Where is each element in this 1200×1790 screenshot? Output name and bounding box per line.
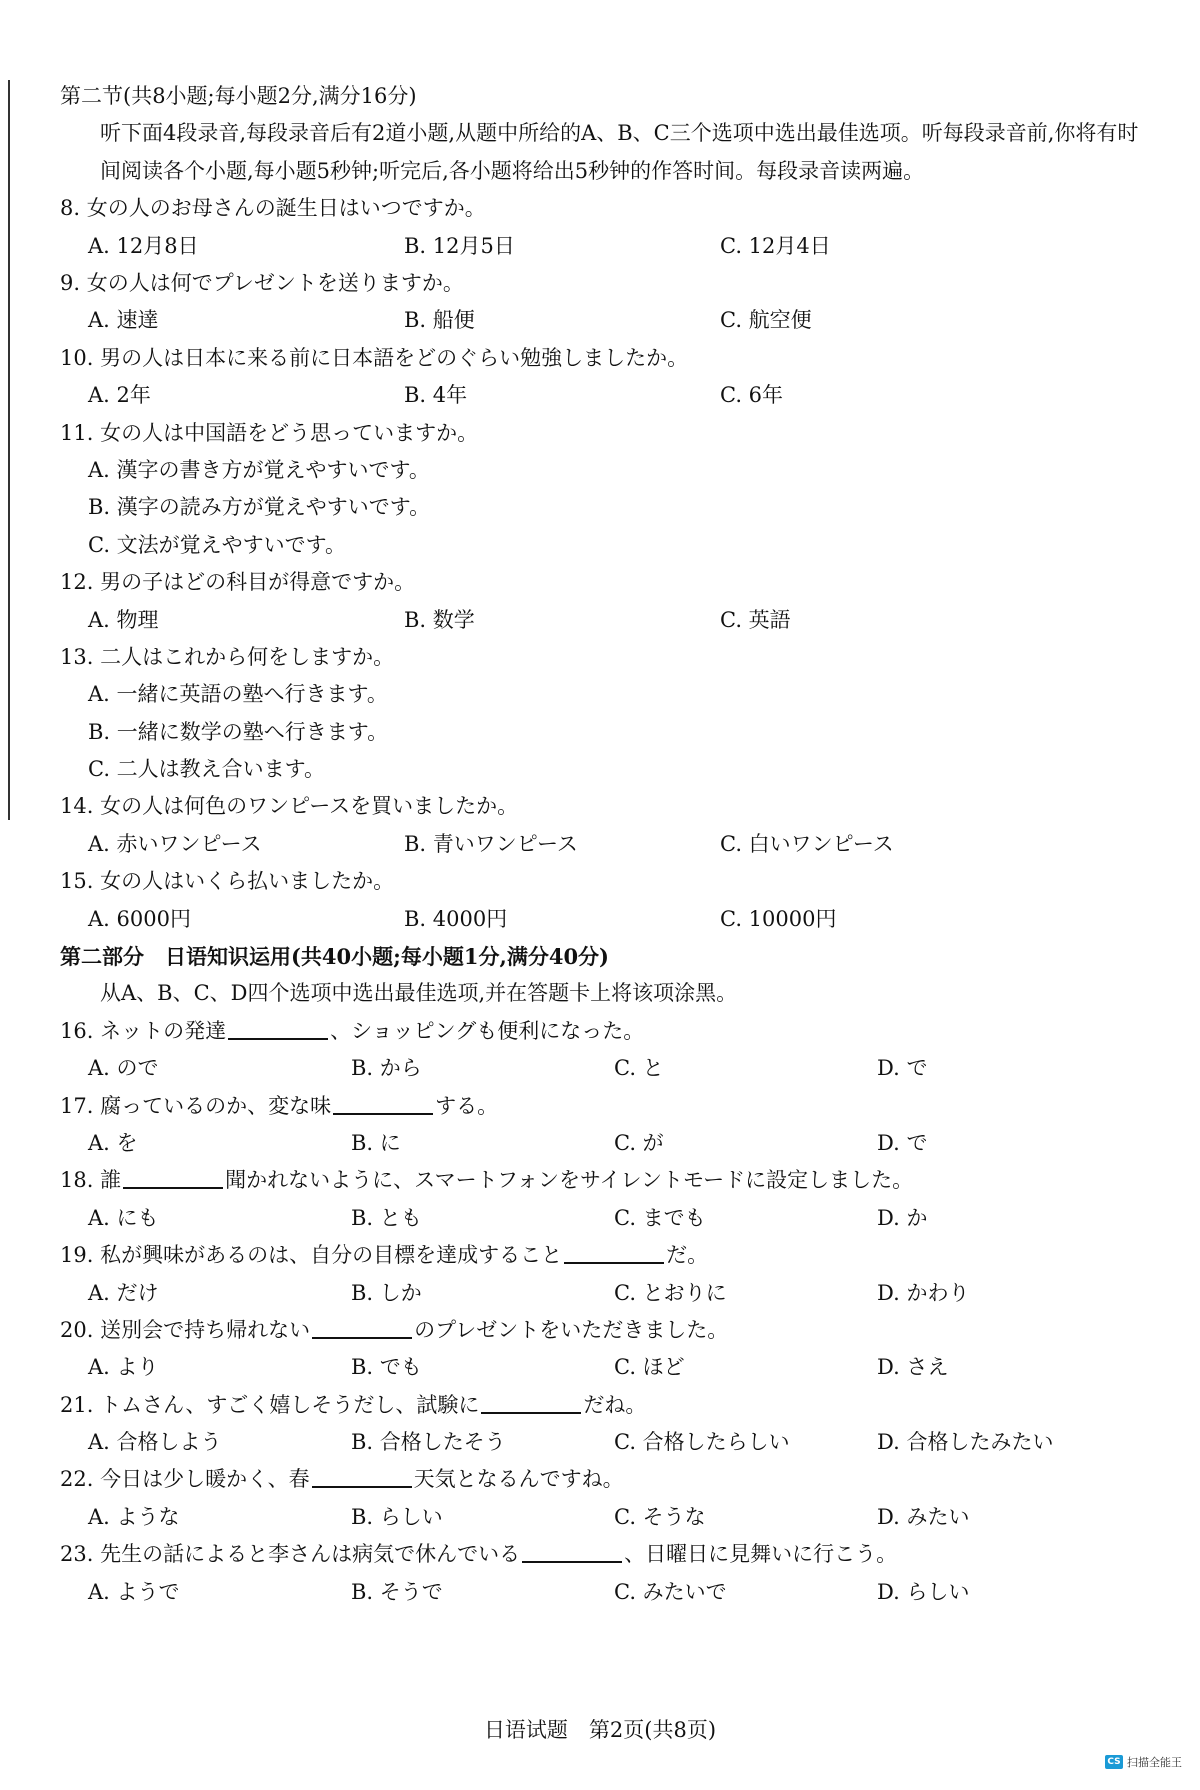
question-text bbox=[60, 1536, 1140, 1573]
question-text bbox=[60, 1387, 1140, 1424]
margin-line bbox=[8, 80, 10, 820]
option: C. と bbox=[614, 1056, 664, 1081]
answer-blank bbox=[312, 1464, 412, 1488]
option: B. 一緒に数学の塾へ行きます。 bbox=[88, 719, 389, 744]
option: B. 船便 bbox=[404, 308, 475, 333]
question-text: 8. 女の人のお母さんの誕生日はいつですか。 bbox=[60, 196, 486, 221]
question-post: する。 bbox=[435, 1093, 499, 1118]
question-text bbox=[60, 1013, 1140, 1050]
option: A. ので bbox=[88, 1056, 159, 1081]
option: A. ような bbox=[88, 1504, 180, 1529]
question-post: のプレゼントをいただきました。 bbox=[414, 1317, 729, 1342]
option: C. とおりに bbox=[614, 1280, 727, 1305]
question-pre: 21. トムさん、すごく嬉しそうだし、試験に bbox=[60, 1392, 480, 1417]
question-pre: 19. 私が興味があるのは、自分の目標を達成すること bbox=[60, 1243, 563, 1268]
option: D. で bbox=[877, 1056, 928, 1081]
option: D. か bbox=[877, 1205, 928, 1230]
question-text: 12. 男の子はどの科目が得意ですか。 bbox=[60, 570, 416, 595]
option: A. 12月8日 bbox=[88, 233, 199, 258]
question-text: 11. 女の人は中国語をどう思っていますか。 bbox=[60, 420, 479, 445]
question-pre: 20. 送別会で持ち帰れない bbox=[60, 1317, 311, 1342]
option: A. 赤いワンピース bbox=[88, 831, 262, 856]
option: B. 青いワンピース bbox=[404, 831, 578, 856]
option: C. までも bbox=[614, 1205, 706, 1230]
option: C. が bbox=[614, 1130, 664, 1155]
option: A. だけ bbox=[88, 1280, 159, 1305]
question-text: 9. 女の人は何でプレゼントを送りますか。 bbox=[60, 270, 464, 295]
option: A. ようで bbox=[88, 1579, 180, 1604]
question-text: 10. 男の人は日本に来る前に日本語をどのぐらい勉強しましたか。 bbox=[60, 345, 689, 370]
option: A. にも bbox=[88, 1205, 159, 1230]
part2-instructions: 从A、B、C、D四个选项中选出最佳选项,并在答题卡上将该项涂黑。 bbox=[100, 981, 738, 1006]
answer-blank bbox=[564, 1240, 664, 1264]
question-pre: 16. ネットの発達 bbox=[60, 1018, 227, 1043]
answer-blank bbox=[333, 1091, 433, 1115]
section-header: 第二节(共8小题;每小题2分,满分16分) bbox=[60, 84, 417, 108]
question-text bbox=[60, 1237, 1140, 1274]
option: D. らしい bbox=[877, 1579, 970, 1604]
options-row bbox=[60, 302, 1140, 339]
question-pre: 23. 先生の話によると李さんは病気で休んでいる bbox=[60, 1542, 521, 1567]
scanner-label: 扫描全能王 bbox=[1127, 1756, 1182, 1769]
options-row bbox=[60, 1125, 1140, 1162]
option: C. 10000円 bbox=[720, 906, 837, 931]
option: D. で bbox=[877, 1130, 928, 1155]
options-row bbox=[60, 1424, 1140, 1461]
option: C. 英語 bbox=[720, 607, 791, 632]
option: B. そうで bbox=[351, 1579, 443, 1604]
option: A. 一緒に英語の塾へ行きます。 bbox=[88, 682, 388, 707]
option: D. かわり bbox=[877, 1280, 970, 1305]
options-row bbox=[60, 901, 1140, 938]
option: B. 合格したそう bbox=[351, 1430, 506, 1455]
answer-blank bbox=[481, 1390, 581, 1414]
option: B. しか bbox=[351, 1280, 422, 1305]
option: C. 文法が覚えやすいです。 bbox=[88, 532, 346, 557]
question-text bbox=[60, 1162, 1140, 1199]
option: C. 二人は教え合います。 bbox=[88, 757, 325, 782]
options-row bbox=[60, 1499, 1140, 1536]
option: A. 速達 bbox=[88, 308, 159, 333]
question-text bbox=[60, 1461, 1140, 1498]
answer-blank bbox=[312, 1315, 412, 1339]
option: C. 合格したらしい bbox=[614, 1430, 790, 1455]
option: C. 航空便 bbox=[720, 308, 812, 333]
option: A. を bbox=[88, 1130, 138, 1155]
options-row bbox=[60, 1275, 1140, 1312]
question-post: 天気となるんですね。 bbox=[413, 1467, 624, 1492]
options-row bbox=[60, 1200, 1140, 1237]
question-text: 15. 女の人はいくら払いましたか。 bbox=[60, 869, 395, 894]
question-post: だ。 bbox=[666, 1243, 709, 1268]
question-text: 13. 二人はこれから何をしますか。 bbox=[60, 644, 395, 669]
scanner-stamp bbox=[1105, 1754, 1182, 1770]
options-row bbox=[60, 1050, 1140, 1087]
option: B. から bbox=[351, 1056, 422, 1081]
option: D. さえ bbox=[877, 1355, 949, 1380]
option: B. 4年 bbox=[404, 383, 468, 408]
options-row bbox=[60, 1349, 1140, 1386]
option: A. 2年 bbox=[88, 383, 151, 408]
options-row bbox=[60, 602, 1140, 639]
answer-blank bbox=[123, 1165, 223, 1189]
question-text bbox=[60, 1312, 1140, 1349]
question-pre: 17. 腐っているのか、変な味 bbox=[60, 1093, 332, 1118]
options-row bbox=[60, 377, 1140, 414]
option: C. 白いワンピース bbox=[720, 831, 894, 856]
option: C. みたいで bbox=[614, 1579, 727, 1604]
answer-blank bbox=[228, 1016, 328, 1040]
listening-questions bbox=[60, 190, 1140, 938]
option: C. そうな bbox=[614, 1504, 706, 1529]
grammar-questions bbox=[60, 1013, 1140, 1611]
options-row bbox=[60, 228, 1140, 265]
options-row bbox=[60, 1574, 1140, 1611]
option: B. とも bbox=[351, 1205, 422, 1230]
option: C. 6年 bbox=[720, 383, 784, 408]
option: B. 数学 bbox=[404, 607, 475, 632]
option: B. に bbox=[351, 1130, 401, 1155]
option: C. 12月4日 bbox=[720, 233, 831, 258]
question-text: 14. 女の人は何色のワンピースを買いましたか。 bbox=[60, 794, 519, 819]
option: A. 6000円 bbox=[88, 906, 191, 931]
page-footer: 日语试题 第2页(共8页) bbox=[483, 1718, 717, 1742]
option: B. でも bbox=[351, 1355, 422, 1380]
option: A. 漢字の書き方が覚えやすいです。 bbox=[88, 457, 430, 482]
option: D. 合格したみたい bbox=[877, 1430, 1054, 1455]
section-instructions: 听下面4段录音,每段录音后有2道小题,从题中所给的A、B、C三个选项中选出最佳选项。听每段录音前,你将有时间阅读各个小题,每小题5秒钟;听完后,各小题将给出5秒钟的作答时间。每段录音读两遍。 bbox=[100, 121, 1139, 183]
option: C. ほど bbox=[614, 1355, 685, 1380]
question-post: 、ショッピングも便利になった。 bbox=[330, 1018, 645, 1043]
option: A. より bbox=[88, 1355, 159, 1380]
camscanner-icon: CS bbox=[1105, 1755, 1123, 1769]
option: D. みたい bbox=[877, 1504, 970, 1529]
answer-blank bbox=[522, 1539, 622, 1563]
question-text bbox=[60, 1088, 1140, 1125]
question-post: だね。 bbox=[583, 1392, 647, 1417]
exam-content bbox=[60, 78, 1140, 1611]
option: A. 合格しよう bbox=[88, 1430, 222, 1455]
part2-header: 第二部分 日语知识运用(共40小题;每小题1分,满分40分) bbox=[60, 944, 609, 970]
question-post: 聞かれないように、スマートフォンをサイレントモードに設定しました。 bbox=[225, 1168, 914, 1193]
option: B. らしい bbox=[351, 1504, 443, 1529]
question-pre: 22. 今日は少し暖かく、春 bbox=[60, 1467, 310, 1492]
options-row bbox=[60, 826, 1140, 863]
option: B. 4000円 bbox=[404, 906, 508, 931]
option: B. 漢字の読み方が覚えやすいです。 bbox=[88, 495, 431, 520]
question-post: 、日曜日に見舞いに行こう。 bbox=[624, 1542, 898, 1567]
question-pre: 18. 誰 bbox=[60, 1168, 122, 1193]
option: A. 物理 bbox=[88, 607, 159, 632]
option: B. 12月5日 bbox=[404, 233, 515, 258]
